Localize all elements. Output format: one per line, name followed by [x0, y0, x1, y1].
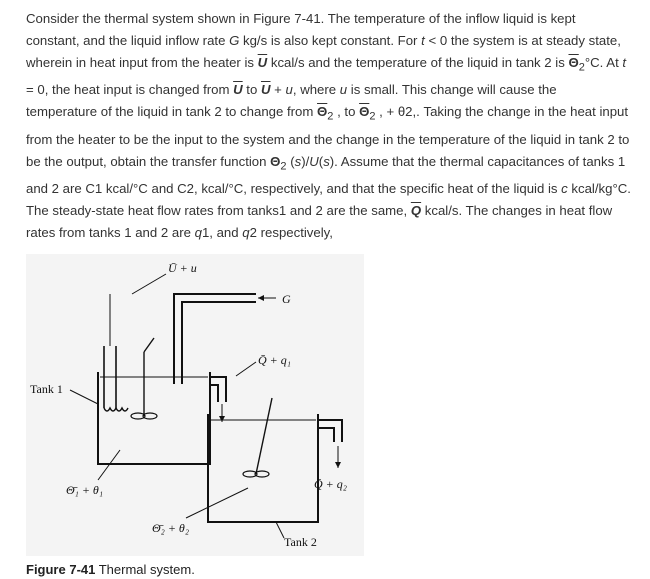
caption-number: Figure 7-41 — [26, 562, 96, 577]
label-q1: Q̄ + q₁ — [258, 353, 291, 367]
label-theta2: Θ̄₂ + θ₂ — [152, 521, 190, 535]
caption-text: Thermal system. — [95, 562, 195, 577]
label-G: G — [282, 292, 291, 306]
label-tank2: Tank 2 — [284, 535, 317, 549]
label-theta1: Θ̄₁ + θ₁ — [66, 483, 104, 497]
label-tank1: Tank 1 — [30, 382, 63, 396]
stirrer2-shaft — [256, 398, 272, 474]
tank2-outline — [208, 414, 318, 522]
tank1-outline — [98, 372, 210, 464]
connecting-pipe — [210, 377, 226, 402]
label-q2: Q̄ + q₂ — [314, 477, 347, 491]
heater-coil — [104, 408, 128, 411]
problem-statement: Consider the thermal system shown in Figure 7-41. The temperature of the inflow liquid is kept constant, and the liquid inflow rate G kg/s is also kept constant. For t < 0 the system is at steady state, wherein in heat input from the heater is $\overline{U}$ kcal/s and the temperature of the liquid in tank 2 is $\overline{\Theta}_2^\circ C$. At t = 0, the heat input is changed from $\overline{U}$ to $\overline{U} + u$, where u is small. This change will cause the temperature of the liquid in tank 2 to change from $\overline{\Theta}_2$ , to $\overline{\Theta}_2$ , + θ2,. Taking the change in the heat input from the heater to be the input to the system and the change in the temperature of the liquid in tank 2 to be the output, obtain the transfer function $\Theta_2$ (s)/U(s). Assume that the thermal capacitances of tanks 1 and 2 are C1 kcal/°C and C2, kcal/°C, respectively, and that the specific heat of the liquid is c kcal/kg°C. The steady-state heat flow rates from tanks1 and 2 are the same, $\overline{Q}$ kcal/s. The changes in heat flow rates from tanks 1 and 2 are q1, and q2 respectively, — [26, 11, 631, 241]
thermal-system-figure — [26, 254, 364, 556]
label-heater: Ū + u — [168, 261, 197, 275]
thermal-system-diagram — [26, 254, 364, 556]
outflow-pipe — [318, 420, 342, 442]
figure-caption — [26, 562, 195, 577]
